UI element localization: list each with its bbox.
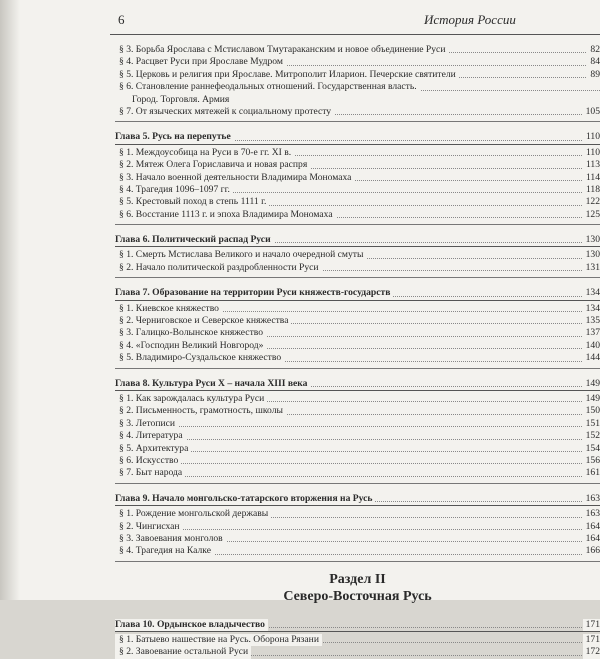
entry-title: § 3. Галицко-Волынское княжество: [115, 327, 266, 339]
page-ref: 163: [583, 493, 600, 505]
entry-title: § 3. Летописи: [115, 418, 178, 430]
page-ref: 110: [583, 147, 600, 159]
dot-leader: [115, 476, 600, 477]
toc-entry[interactable]: [115, 455, 600, 467]
page-ref: 152: [583, 430, 600, 442]
page-ref: 144: [583, 352, 600, 364]
toc-entry[interactable]: [115, 262, 600, 274]
entry-title: § 4. Расцвет Руси при Ярославе Мудром: [115, 56, 286, 68]
running-title: История России: [424, 12, 516, 27]
entry-title: § 4. Трагедия 1096–1097 гг.: [115, 184, 233, 196]
toc-entry[interactable]: [115, 405, 600, 417]
page-ref: 114: [583, 172, 600, 184]
entry-title: § 1. Киевское княжество: [115, 303, 222, 315]
header-rule: [110, 34, 600, 35]
toc-entry[interactable]: [115, 508, 600, 520]
page-gutter-shadow: [0, 0, 20, 600]
page-ref: 134: [583, 303, 600, 315]
entry-title: § 4. Трагедия на Калке: [115, 545, 214, 557]
toc-entry[interactable]: [115, 418, 600, 430]
page-ref: 105: [583, 106, 600, 118]
page-ref: 130: [583, 234, 600, 246]
entry-title: § 6. Искусство: [115, 455, 181, 467]
toc-entry[interactable]: [115, 443, 600, 455]
dot-leader: [115, 529, 600, 530]
toc-entry[interactable]: [115, 521, 600, 533]
chapter-underline: [115, 246, 600, 247]
chapter-underline: [115, 631, 600, 632]
toc-entry[interactable]: [115, 209, 600, 221]
toc-entry[interactable]: [115, 430, 600, 442]
entry-title: § 1. Междоусобица на Руси в 70-е гг. XI в.: [115, 147, 294, 159]
page-ref: 140: [583, 340, 600, 352]
entry-title: § 6. Восстание 1113 г. и эпоха Владимира Мономаха: [115, 209, 336, 221]
chapter-underline: [115, 390, 600, 391]
toc-entry[interactable]: [115, 303, 600, 315]
toc-entry[interactable]: [115, 147, 600, 159]
chapter-title: Глава 5. Русь на перепутье: [115, 131, 234, 143]
chapter-title: Глава 10. Ордынское владычество: [115, 619, 268, 631]
page-ref: 149: [583, 393, 600, 405]
toc-entry[interactable]: [115, 352, 600, 364]
toc-entry[interactable]: [115, 106, 600, 118]
chapter-title: Глава 9. Начало монгольско-татарского вторжения на Русь: [115, 493, 375, 505]
page-ref: 84: [587, 56, 600, 68]
entry-title: § 1. Батыево нашествие на Русь. Оборона Рязани: [115, 634, 322, 646]
entry-title: § 3. Начало военной деятельности Владимира Мономаха: [115, 172, 354, 184]
toc-chapter-block: [115, 378, 600, 484]
page-ref: 166: [583, 545, 600, 557]
page-ref: 149: [583, 378, 600, 390]
toc-chapter-block: [115, 234, 600, 278]
toc-entry[interactable]: [115, 56, 600, 68]
entry-title: § 1. Рождение монгольской державы: [115, 508, 271, 520]
toc-chapter-block: [115, 287, 600, 368]
dot-leader: [115, 439, 600, 440]
entry-title: § 4. «Господин Великий Новгород»: [115, 340, 266, 352]
entry-title: § 2. Письменность, грамотность, школы: [115, 405, 286, 417]
toc-entry[interactable]: [115, 327, 600, 339]
chapter-heading[interactable]: [115, 619, 600, 631]
toc-chapter-block: [115, 619, 600, 659]
entry-title: § 7. От языческих мятежей к социальному протесту: [115, 106, 334, 118]
toc-section-intro: [115, 44, 600, 122]
table-of-contents: [115, 44, 600, 659]
part-subtitle: Северо-Восточная Русь: [283, 588, 432, 604]
entry-title: § 4. Литература: [115, 430, 186, 442]
chapter-heading[interactable]: [115, 234, 600, 246]
chapter-title: Глава 6. Политический распад Руси: [115, 234, 274, 246]
toc-entry[interactable]: [115, 634, 600, 646]
part-title: Раздел II: [329, 571, 386, 587]
page-ref: 113: [583, 159, 600, 171]
chapter-heading[interactable]: [115, 287, 600, 299]
page-ref: 118: [583, 184, 600, 196]
entry-title: § 5. Церковь и религия при Ярославе. Митрополит Иларион. Печерские святители: [115, 69, 459, 81]
dot-leader: [115, 426, 600, 427]
chapter-underline: [115, 505, 600, 506]
page-ref: 137: [583, 327, 600, 339]
entry-title: § 5. Владимиро-Суздальское княжество: [115, 352, 284, 364]
page-ref: 134: [583, 287, 600, 299]
page-ref: 171: [583, 634, 600, 646]
chapter-heading[interactable]: [115, 378, 600, 390]
toc-entry[interactable]: [115, 340, 600, 352]
page-ref: 161: [583, 467, 600, 479]
page-ref: 110: [583, 131, 600, 143]
toc-entry[interactable]: [115, 81, 600, 93]
entry-title: § 1. Смерть Мстислава Великого и начало очередной смуты: [115, 249, 366, 261]
chapter-heading[interactable]: [115, 493, 600, 505]
page-ref: 131: [583, 262, 600, 274]
entry-title: § 3. Завоевания монголов: [115, 533, 226, 545]
entry-title: § 2. Чингисхан: [115, 521, 183, 533]
entry-title: § 3. Борьба Ярослава с Мстиславом Тмутараканским и новое объединение Руси: [115, 44, 448, 56]
entry-title: § 5. Архитектура: [115, 443, 191, 455]
page-header: [0, 10, 600, 36]
toc-entry[interactable]: [115, 393, 600, 405]
toc-entry[interactable]: [115, 533, 600, 545]
entry-title: § 7. Быт народа: [115, 467, 185, 479]
toc-entry[interactable]: [115, 196, 600, 208]
page-ref: 171: [583, 619, 600, 631]
page-ref: 151: [583, 418, 600, 430]
toc-entry[interactable]: [115, 646, 600, 658]
entry-title: § 2. Мятеж Олега Гориславича и новая распря: [115, 159, 310, 171]
toc-entry[interactable]: [115, 159, 600, 171]
page-ref: 135: [583, 315, 600, 327]
toc-continuation-line: Город. Торговля. Армия: [132, 93, 230, 105]
page-ref: 82: [587, 44, 600, 56]
chapter-heading[interactable]: [115, 131, 600, 143]
entry-title: § 2. Завоевание остальной Руси: [115, 646, 251, 658]
page-ref: 164: [583, 533, 600, 545]
dot-leader: [115, 463, 600, 464]
toc-entry[interactable]: [115, 315, 600, 327]
entry-title: § 2. Начало политической раздробленности Руси: [115, 262, 322, 274]
toc-entry[interactable]: [115, 249, 600, 261]
toc-chapter-block: [115, 131, 600, 225]
page-number: 6: [118, 12, 125, 27]
toc-entry[interactable]: [115, 545, 600, 557]
entry-title: § 1. Как зарождалась культура Руси: [115, 393, 267, 405]
page-ref: 164: [583, 521, 600, 533]
toc-entry[interactable]: [115, 467, 600, 479]
toc-entry[interactable]: [115, 172, 600, 184]
page-ref: 154: [583, 443, 600, 455]
toc-chapter-block: [115, 493, 600, 562]
page-ref: 125: [583, 209, 600, 221]
entry-title: § 5. Крестовый поход в степь 1111 г.: [115, 196, 269, 208]
chapter-underline: [115, 144, 600, 145]
toc-entry[interactable]: [115, 69, 600, 81]
entry-title: § 6. Становление раннефеодальных отношений. Государственная власть.: [115, 81, 420, 93]
chapter-title: Глава 7. Образование на территории Руси княжеств-государств: [115, 287, 393, 299]
entry-title: § 2. Черниговское и Северское княжества: [115, 315, 291, 327]
page-ref: 89: [587, 69, 600, 81]
page-ref: 130: [583, 249, 600, 261]
page-ref: 163: [583, 508, 600, 520]
toc-entry[interactable]: [115, 44, 600, 56]
chapter-underline: [115, 300, 600, 301]
page-ref: 150: [583, 405, 600, 417]
chapter-title: Глава 8. Культура Руси X – начала XIII века: [115, 378, 310, 390]
page-ref: 122: [583, 196, 600, 208]
page-ref: 172: [583, 646, 600, 658]
toc-entry[interactable]: [115, 184, 600, 196]
page-ref: 156: [583, 455, 600, 467]
